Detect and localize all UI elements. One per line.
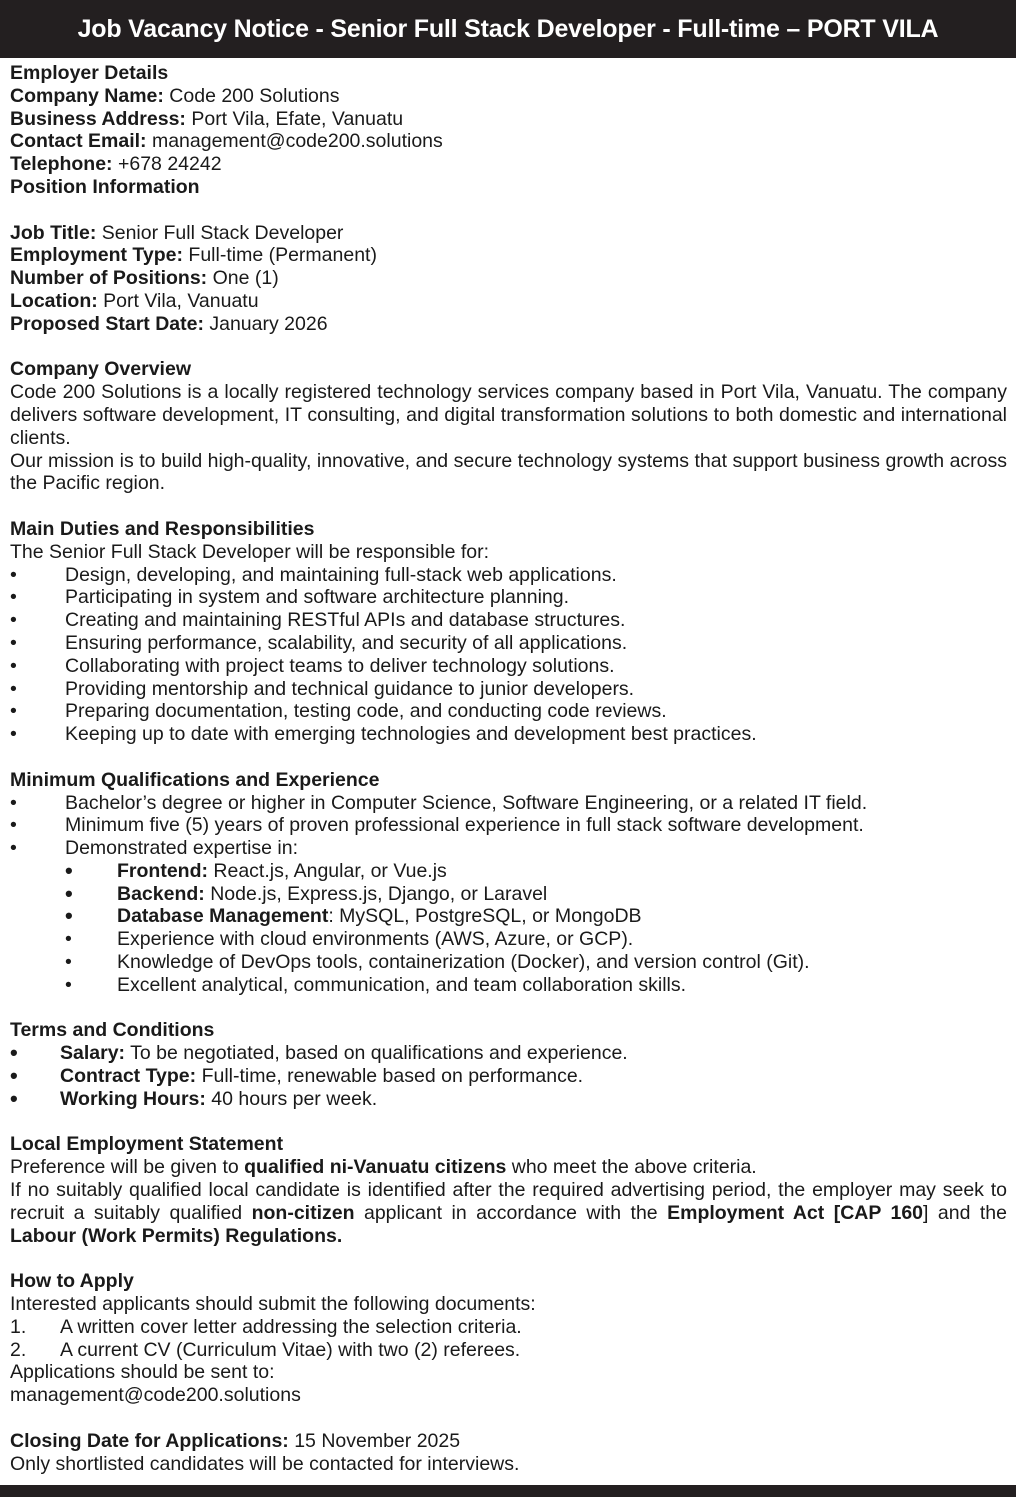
- salary-label: Salary:: [60, 1042, 126, 1065]
- duty-text: Collaborating with project teams to deliver technology solutions.: [65, 654, 615, 677]
- location-row: [10, 290, 1007, 313]
- business-address-label: Business Address:: [10, 107, 186, 130]
- bullet-icon: •: [10, 1040, 18, 1066]
- text-span: who meet the above criteria.: [506, 1156, 757, 1179]
- duties-intro: The Senior Full Stack Developer will be responsible for:: [10, 540, 490, 563]
- terms-heading: Terms and Conditions: [10, 1019, 215, 1042]
- text-span: qualified ni-Vanuatu citizens: [244, 1156, 507, 1179]
- start-date-label: Proposed Start Date:: [10, 312, 204, 335]
- list-item: [10, 792, 1007, 815]
- duty-text: Keeping up to date with emerging technologies and development best practices.: [65, 723, 757, 746]
- business-address-value: Port Vila, Efate, Vanuatu: [185, 107, 404, 130]
- local-preference-text: [10, 1156, 1007, 1179]
- list-item: [10, 1085, 1007, 1111]
- skill-text: Excellent analytical, communication, and team collaboration skills.: [117, 973, 687, 996]
- backend-value: Node.js, Express.js, Django, or Laravel: [204, 882, 548, 905]
- frontend-value: React.js, Angular, or Vue.js: [207, 859, 447, 882]
- positions-count-row: [10, 267, 1007, 290]
- duty-text: Ensuring performance, scalability, and security of all applications.: [65, 631, 628, 654]
- bullet-icon: •: [10, 677, 17, 700]
- duty-text: Providing mentorship and technical guidance to junior developers.: [65, 677, 635, 700]
- bullet-icon: •: [65, 928, 72, 951]
- bullet-icon: •: [65, 973, 72, 996]
- apply-heading: How to Apply: [10, 1270, 134, 1293]
- shortlist-note: Only shortlisted candidates will be contacted for interviews.: [10, 1452, 520, 1475]
- text-span: Preference will be given to: [10, 1156, 245, 1179]
- list-number: 2.: [10, 1338, 27, 1361]
- contract-type-value: Full-time, renewable based on performance.: [196, 1065, 584, 1088]
- skill-text: Experience with cloud environments (AWS, Azure, or GCP).: [117, 928, 634, 951]
- bullet-icon: •: [10, 563, 17, 586]
- list-item: [10, 974, 1007, 997]
- bullet-icon: •: [10, 586, 17, 609]
- job-title-row: [10, 222, 1007, 245]
- footer-bar: [0, 1485, 1016, 1497]
- bullet-icon: •: [10, 700, 17, 723]
- qualifications-heading: Minimum Qualifications and Experience: [10, 768, 380, 791]
- list-item: [10, 837, 1007, 860]
- local-employment-heading: Local Employment Statement: [10, 1133, 284, 1156]
- list-item: [10, 700, 1007, 723]
- list-item: [10, 586, 1007, 609]
- closing-date-value: 15 November 2025: [288, 1429, 461, 1452]
- qualification-text: Bachelor’s degree or higher in Computer Science, Software Engineering, or a related IT field.: [65, 791, 868, 814]
- bullet-icon: •: [10, 814, 17, 837]
- list-item: [10, 1065, 1007, 1088]
- database-value: : MySQL, PostgreSQL, or MongoDB: [328, 905, 642, 928]
- company-name-label: Company Name:: [10, 84, 164, 107]
- position-heading: Position Information: [10, 175, 200, 198]
- company-name-row: [10, 85, 1007, 108]
- employment-type-label: Employment Type:: [10, 244, 183, 267]
- telephone-value: +678 24242: [112, 153, 222, 176]
- send-to-text: Applications should be sent to:: [10, 1361, 275, 1384]
- list-item: [10, 814, 1007, 837]
- local-recruitment-text: [10, 1179, 1007, 1247]
- duty-text: Participating in system and software architecture planning.: [65, 586, 570, 609]
- list-item: [10, 905, 1007, 928]
- list-item: [10, 857, 1007, 883]
- positions-count-label: Number of Positions:: [10, 267, 208, 290]
- telephone-row: [10, 153, 1007, 176]
- closing-date-label: Closing Date for Applications:: [10, 1429, 289, 1452]
- bullet-icon: •: [10, 791, 17, 814]
- job-title-label: Job Title:: [10, 221, 97, 244]
- text-span: If no suitably qualified local candidate is identified after the required advertising period, the employer may seek to recruit a suitably qualified: [10, 1179, 1007, 1224]
- duty-text: Creating and maintaining RESTful APIs and database structures.: [65, 609, 626, 632]
- apply-item-text: A written cover letter addressing the selection criteria.: [60, 1315, 522, 1338]
- list-item: [10, 723, 1007, 746]
- list-item: [10, 1339, 1007, 1362]
- location-label: Location:: [10, 289, 98, 312]
- list-item: [10, 951, 1007, 974]
- location-value: Port Vila, Vanuatu: [97, 289, 259, 312]
- list-item: [10, 609, 1007, 632]
- overview-paragraph-1: Code 200 Solutions is a locally registered technology services company based in Port Vila, Vanuatu. The company delivers software development, IT consulting, and digital transformation solutions to both domestic and international clients.: [10, 381, 1007, 449]
- list-item: [10, 1316, 1007, 1339]
- employment-type-row: [10, 244, 1007, 267]
- employer-heading: Employer Details: [10, 62, 169, 84]
- working-hours-label: Working Hours:: [60, 1087, 206, 1110]
- notice-body: [10, 62, 1007, 1475]
- bullet-icon: •: [65, 951, 72, 974]
- database-label: Database Management: [117, 905, 329, 928]
- bullet-icon: •: [10, 837, 17, 860]
- duty-text: Design, developing, and maintaining full-stack web applications.: [65, 563, 617, 586]
- backend-label: Backend:: [117, 882, 205, 905]
- contact-email-row: [10, 130, 1007, 153]
- contact-email-label: Contact Email:: [10, 130, 147, 153]
- duty-text: Preparing documentation, testing code, and conducting code reviews.: [65, 700, 667, 723]
- start-date-row: [10, 313, 1007, 336]
- list-item: [10, 678, 1007, 701]
- qualification-text: Minimum five (5) years of proven professional experience in full stack software development.: [65, 814, 864, 837]
- bullet-icon: •: [10, 1063, 18, 1089]
- list-item: [10, 655, 1007, 678]
- overview-heading: Company Overview: [10, 358, 191, 381]
- qualification-text: Demonstrated expertise in:: [65, 837, 299, 860]
- list-item: [10, 928, 1007, 951]
- list-number: 1.: [10, 1315, 27, 1338]
- bullet-icon: •: [10, 631, 17, 654]
- salary-value: To be negotiated, based on qualifications and experience.: [125, 1042, 628, 1065]
- positions-count-value: One (1): [207, 267, 279, 290]
- text-span: Employment Act [CAP 160: [667, 1201, 924, 1224]
- bullet-icon: •: [65, 880, 73, 906]
- text-span: ] and the: [923, 1201, 1007, 1224]
- list-item: [10, 880, 1007, 906]
- duties-heading: Main Duties and Responsibilities: [10, 517, 315, 540]
- apply-item-text: A current CV (Curriculum Vitae) with two (2) referees.: [60, 1338, 521, 1361]
- list-item: [10, 632, 1007, 655]
- overview-paragraph-2: Our mission is to build high-quality, innovative, and secure technology systems that support business growth across the Pacific region.: [10, 449, 1007, 495]
- business-address-row: [10, 108, 1007, 131]
- text-span: applicant in accordance with the: [354, 1201, 668, 1224]
- list-item: [10, 564, 1007, 587]
- employment-type-value: Full-time (Permanent): [183, 244, 377, 267]
- bullet-icon: •: [10, 609, 17, 632]
- bullet-icon: •: [10, 654, 17, 677]
- telephone-label: Telephone:: [10, 153, 113, 176]
- bullet-icon: •: [10, 723, 17, 746]
- frontend-label: Frontend:: [117, 859, 208, 882]
- bullet-icon: •: [65, 903, 73, 929]
- closing-date-row: [10, 1430, 1007, 1453]
- apply-intro: Interested applicants should submit the following documents:: [10, 1293, 536, 1316]
- bullet-icon: •: [10, 1085, 18, 1111]
- page-title: Job Vacancy Notice - Senior Full Stack Developer - Full-time – PORT VILA: [0, 0, 1016, 58]
- text-span: non-citizen: [251, 1201, 355, 1224]
- job-title-value: Senior Full Stack Developer: [96, 221, 344, 244]
- skill-text: Knowledge of DevOps tools, containerization (Docker), and version control (Git).: [117, 951, 810, 974]
- text-span: Labour (Work Permits) Regulations.: [10, 1224, 343, 1247]
- company-name-value: Code 200 Solutions: [163, 84, 340, 107]
- bullet-icon: •: [65, 857, 73, 883]
- start-date-value: January 2026: [203, 312, 328, 335]
- apply-email: management@code200.solutions: [10, 1384, 301, 1407]
- working-hours-value: 40 hours per week.: [205, 1087, 378, 1110]
- contract-type-label: Contract Type:: [60, 1065, 197, 1088]
- list-item: [10, 1042, 1007, 1065]
- contact-email-value: management@code200.solutions: [146, 130, 443, 153]
